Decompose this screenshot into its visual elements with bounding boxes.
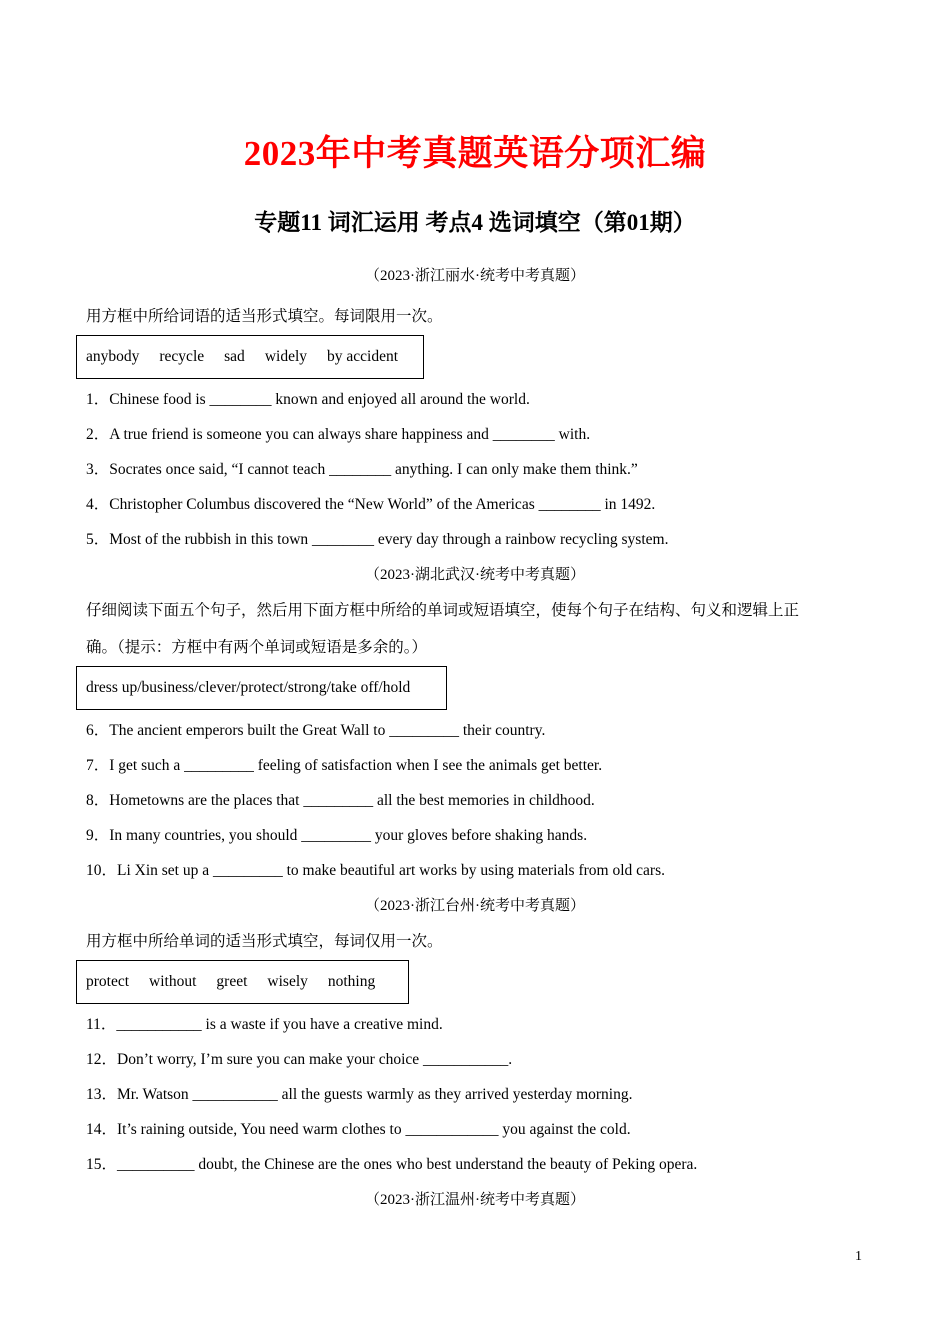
section-instruction: 用方框中所给单词的适当形式填空，每词仅用一次。 — [86, 933, 443, 950]
word-option: recycle — [159, 348, 205, 365]
word-option: by accident — [327, 348, 399, 365]
question-item: 12．Don’t worry, I’m sure you can make your choice ___________. — [86, 1051, 513, 1068]
word-box — [76, 960, 409, 1004]
question-item: 11．___________ is a waste if you have a creative mind. — [86, 1016, 443, 1033]
word-option: nothing — [327, 973, 376, 990]
section-instruction: 仔细阅读下面五个句子，然后用下面方框中所给的单词或短语填空，使每个句子在结构、句义和逻辑上正 — [86, 602, 800, 619]
question-source: （2023·浙江温州·统考中考真题） — [365, 1192, 585, 1208]
section-instruction: 确。（提示：方框中有两个单词或短语是多余的。） — [86, 639, 428, 656]
question-item: 7．I get such a _________ feeling of satisfaction when I see the animals get better. — [86, 757, 603, 774]
document-subtitle: 专题11 词汇运用 考点4 选词填空（第01期） — [254, 210, 696, 235]
question-source: （2023·浙江丽水·统考中考真题） — [365, 268, 585, 284]
word-option: wisely — [267, 973, 308, 990]
document-title: 2023年中考真题英语分项汇编 — [243, 134, 707, 173]
section-instruction: 用方框中所给词语的适当形式填空。每词限用一次。 — [86, 308, 443, 325]
word-option: greet — [216, 973, 248, 990]
word-option: anybody — [86, 348, 140, 365]
word-box — [76, 335, 424, 379]
question-item: 14．It’s raining outside, You need warm clothes to ____________ you against the cold. — [86, 1121, 631, 1138]
question-item: 8．Hometowns are the places that _________ all the best memories in childhood. — [86, 792, 595, 809]
question-item: 4．Christopher Columbus discovered the “New World” of the Americas ________ in 1492. — [86, 496, 656, 513]
question-item: 9．In many countries, you should _________ your gloves before shaking hands. — [86, 827, 588, 844]
question-item: 1．Chinese food is ________ known and enjoyed all around the world. — [86, 391, 530, 408]
question-item: 6．The ancient emperors built the Great Wall to _________ their country. — [86, 722, 546, 739]
question-item: 15．__________ doubt, the Chinese are the ones who best understand the beauty of Peking opera. — [86, 1156, 698, 1173]
question-item: 5．Most of the rubbish in this town ________ every day through a rainbow recycling system. — [86, 531, 669, 548]
word-option: sad — [224, 348, 245, 365]
question-item: 13．Mr. Watson ___________ all the guests warmly as they arrived yesterday morning. — [86, 1086, 633, 1103]
question-source: （2023·浙江台州·统考中考真题） — [365, 898, 585, 914]
word-box — [76, 666, 447, 710]
word-options: dress up/business/clever/protect/strong/take off/hold — [86, 679, 411, 696]
question-item: 10．Li Xin set up a _________ to make beautiful art works by using materials from old cars. — [86, 862, 665, 879]
question-item: 3．Socrates once said, “I cannot teach ________ anything. I can only make them think.” — [86, 461, 638, 478]
question-source: （2023·湖北武汉·统考中考真题） — [365, 567, 585, 583]
word-option: protect — [86, 973, 130, 990]
question-item: 2．A true friend is someone you can always share happiness and ________ with. — [86, 426, 591, 443]
word-option: widely — [264, 348, 307, 365]
page-number: 1 — [855, 1249, 862, 1264]
word-option: without — [149, 973, 197, 990]
